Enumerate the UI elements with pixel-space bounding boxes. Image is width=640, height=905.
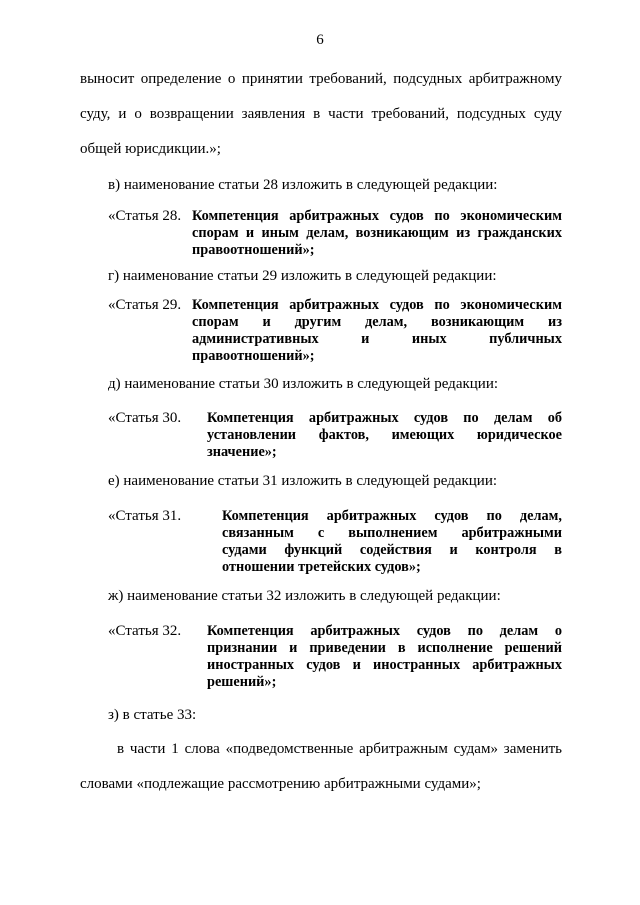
article-29-label: «Статья 29. (108, 297, 182, 313)
article-30-title-line: установлении фактов, имеющих юридическое (207, 427, 562, 443)
article-31-label: «Статья 31. (108, 508, 182, 524)
instruction-article-29: г) наименование статьи 29 изложить в следующей редакции: (108, 268, 497, 284)
article-29-title (192, 297, 562, 365)
article-29-title-line: Компетенция арбитражных судов по экономическим (192, 297, 562, 313)
article-32-title (207, 623, 562, 691)
article-30-title (207, 410, 562, 461)
article-29-title-line: административных и иных публичных (192, 331, 562, 347)
intro-line-1: выносит определение о принятии требований, подсудных арбитражному (80, 71, 562, 87)
article-28-title-line: спорам и иным делам, возникающим из гражданских (192, 225, 562, 241)
article-29-title-line: правоотношений»; (192, 348, 315, 364)
article-29-title-line: спорам и другим делам, возникающим из (192, 314, 562, 330)
intro-line-2: суду, и о возвращении заявления в части требований, подсудных суду (80, 106, 562, 122)
article-30-title-line: Компетенция арбитражных судов по делам об (207, 410, 562, 426)
final-line-1: в части 1 слова «подведомственные арбитражным судам» заменить (117, 741, 562, 757)
intro-line-3: общей юрисдикции.»; (80, 141, 221, 157)
instruction-article-31: е) наименование статьи 31 изложить в следующей редакции: (108, 473, 498, 489)
article-28-title-line: правоотношений»; (192, 242, 315, 258)
article-30-label: «Статья 30. (108, 410, 182, 426)
article-31-title (222, 508, 562, 576)
instruction-article-33: з) в статье 33: (108, 707, 197, 723)
article-28-title (192, 208, 562, 259)
article-32-title-line: признании и приведении в исполнение решений (207, 640, 562, 656)
instruction-article-32: ж) наименование статьи 32 изложить в следующей редакции: (108, 588, 501, 604)
page-number: 6 (316, 32, 324, 48)
article-32-title-line: иностранных судов и иностранных арбитражных (207, 657, 562, 673)
article-32-title-line: Компетенция арбитражных судов по делам о (207, 623, 562, 639)
article-31-title-line: судами функций содействия и контроля в (222, 542, 562, 558)
final-line-2: словами «подлежащие рассмотрению арбитражными судами»; (80, 776, 481, 792)
article-32-label: «Статья 32. (108, 623, 182, 639)
instruction-article-28: в) наименование статьи 28 изложить в следующей редакции: (108, 177, 498, 193)
article-31-title-line: Компетенция арбитражных судов по делам, (222, 508, 562, 524)
article-28-title-line: Компетенция арбитражных судов по экономическим (192, 208, 562, 224)
instruction-article-30: д) наименование статьи 30 изложить в следующей редакции: (108, 376, 499, 392)
article-32-title-line: решений»; (207, 674, 277, 690)
article-28-label: «Статья 28. (108, 208, 182, 224)
article-31-title-line: отношении третейских судов»; (222, 559, 421, 575)
article-30-title-line: значение»; (207, 444, 277, 460)
article-31-title-line: связанным с выполнением арбитражными (222, 525, 562, 541)
